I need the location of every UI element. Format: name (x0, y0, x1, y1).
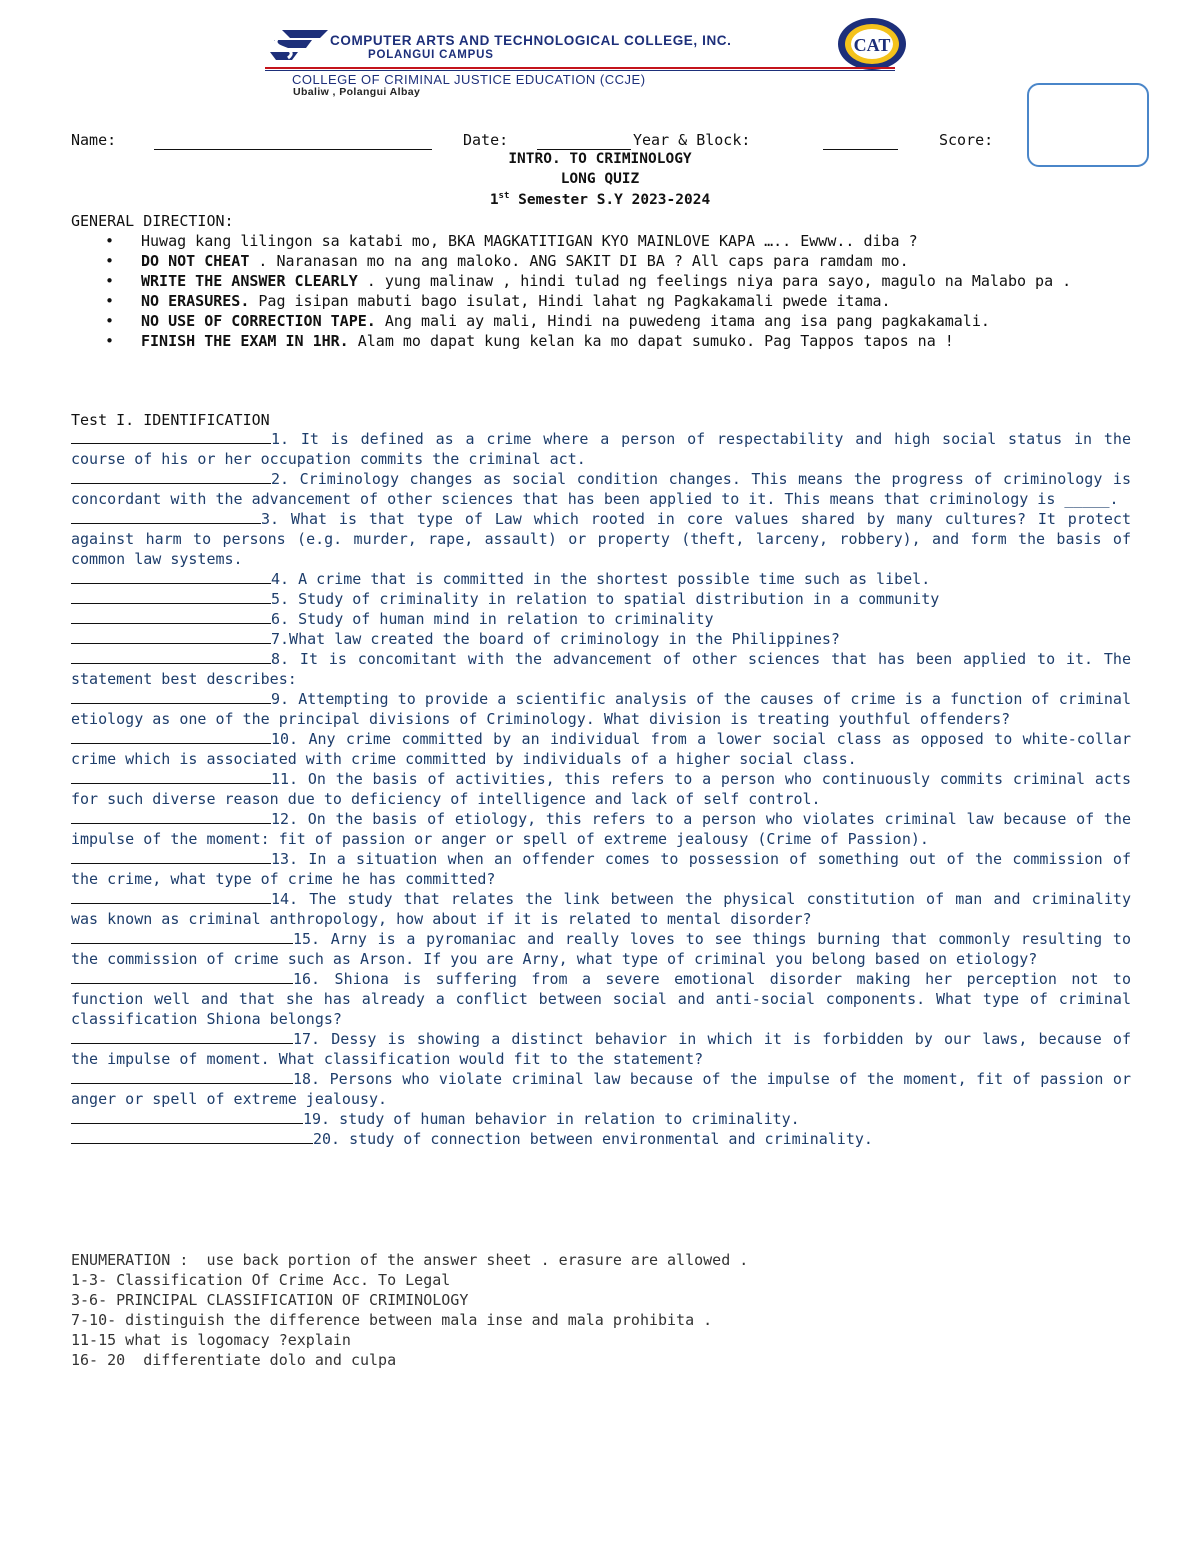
question-item: 15. Arny is a pyromaniac and really loves to see things burning that commonly resulting to the commission of crime such as Arson. If you are Arny, what type of criminal you belong based on etiology? (71, 930, 1131, 968)
college-name: COMPUTER ARTS AND TECHNOLOGICAL COLLEGE, INC. (330, 33, 732, 48)
question-item: 12. On the basis of etiology, this refers to a person who violates criminal law because of the impulse of the moment: fit of passion or anger or spell of extreme jealousy (Crime of Passion). (71, 810, 1131, 848)
semester-number: 1 (489, 191, 499, 208)
answer-blank[interactable] (71, 609, 271, 624)
semester-suffix: st (498, 191, 510, 201)
question-item: 10. Any crime committed by an individual from a lower social class as opposed to white-collar crime which is associated with crime committed by individuals of a higher social class. (71, 730, 1131, 768)
header-blue-divider (265, 70, 895, 71)
quiz-title: LONG QUIZ (560, 171, 640, 187)
direction-item: • NO ERASURES. Pag isipan mabuti bago isulat, Hindi lahat ng Pagkakamali pwede itama. (105, 291, 1135, 311)
answer-blank[interactable] (71, 569, 271, 584)
subject-title: INTRO. TO CRIMINOLOGY (508, 151, 692, 167)
test1-heading: Test I. IDENTIFICATION (71, 411, 270, 429)
question-item: 1. It is defined as a crime where a person of respectability and high social status in the course of his or her occupation commits the criminal act. (71, 430, 1131, 468)
question-item: 9. Attempting to provide a scientific analysis of the causes of crime is a function of criminal etiology as one of the principal divisions of Criminology. What division is treating youthful offenders? (71, 690, 1131, 728)
answer-blank[interactable] (71, 689, 271, 704)
direction-item: • NO USE OF CORRECTION TAPE. Ang mali ay mali, Hindi na puwedeng itama ang isa pang pagkakamali. (105, 311, 1135, 331)
answer-blank[interactable] (71, 429, 271, 444)
question-item: 20. study of connection between environmental and criminality. (71, 1129, 1131, 1149)
enumeration-item: 1-3- Classification Of Crime Acc. To Legal (71, 1271, 451, 1289)
question-item: 3. What is that type of Law which rooted in core values shared by many cultures? It protect against harm to persons (e.g. murder, rape, assault) or property (theft, larceny, robbery), and form the basis of common law systems. (71, 510, 1131, 568)
year-block-label: Year & Block: (633, 131, 751, 149)
answer-blank[interactable] (71, 469, 271, 484)
semester-text: Semester S.Y 2023-2024 (509, 191, 711, 208)
enumeration-item: 3-6- PRINCIPAL CLASSIFICATION OF CRIMINOLOGY (71, 1291, 469, 1309)
campus-name: POLANGUI CAMPUS (368, 49, 494, 61)
question-item: 7.What law created the board of criminology in the Philippines? (71, 629, 1131, 649)
answer-blank[interactable] (71, 729, 271, 744)
question-item: 4. A crime that is committed in the shortest possible time such as libel. (71, 569, 1131, 589)
answer-blank[interactable] (71, 769, 271, 784)
question-item: 11. On the basis of activities, this refers to a person who continuously commits criminal acts for such diverse reason due to deficiency of intelligence and lack of self control. (71, 770, 1131, 808)
question-item: 5. Study of criminality in relation to spatial distribution in a community (71, 589, 1131, 609)
question-item: 19. study of human behavior in relation to criminality. (71, 1109, 1131, 1129)
college-logo-icon (268, 26, 332, 66)
answer-blank[interactable] (71, 1069, 293, 1084)
question-item: 14. The study that relates the link between the physical constitution of man and criminality was known as criminal anthropology, how about if it is related to mental disorder? (71, 890, 1131, 928)
direction-item: • FINISH THE EXAM IN 1HR. Alam mo dapat kung kelan ka mo dapat sumuko. Pag Tappos tapos na ! (105, 331, 1135, 351)
direction-item: • DO NOT CHEAT . Naranasan mo na ang maloko. ANG SAKIT DI BA ? All caps para ramdam mo. (105, 251, 1135, 271)
date-field[interactable] (537, 148, 631, 150)
direction-item: • Huwag kang lilingon sa katabi mo, BKA MAGKATITIGAN KYO MAINLOVE KAPA ….. Ewww.. diba ? (105, 231, 1135, 251)
answer-blank[interactable] (71, 1029, 293, 1044)
header-red-divider (265, 67, 895, 69)
date-label: Date: (463, 131, 509, 149)
question-item: 16. Shiona is suffering from a severe emotional disorder making her perception not to function well and that she has already a conflict between social and anti-social components. What type of criminal classification Shiona belongs? (71, 970, 1131, 1028)
answer-blank[interactable] (71, 849, 271, 864)
answer-blank[interactable] (71, 629, 271, 644)
answer-blank[interactable] (71, 929, 293, 944)
department-name: COLLEGE OF CRIMINAL JUSTICE EDUCATION (CCJE) (292, 72, 646, 87)
college-seal-icon (836, 16, 908, 72)
enumeration-heading: ENUMERATION : use back portion of the answer sheet . erasure are allowed . (71, 1251, 749, 1269)
general-direction-heading: GENERAL DIRECTION: (71, 212, 234, 230)
score-label: Score: (939, 131, 994, 149)
question-item: 8. It is concomitant with the advancement of other sciences that has been applied to it. The statement best describes: (71, 650, 1131, 688)
enumeration-item: 16- 20 differentiate dolo and culpa (71, 1351, 397, 1369)
question-item: 17. Dessy is showing a distinct behavior in which it is forbidden by our laws, because of the impulse of moment. What classification would fit to the statement? (71, 1030, 1131, 1068)
semester-title (0, 191, 1200, 208)
answer-blank[interactable] (71, 809, 271, 824)
answer-blank[interactable] (71, 889, 271, 904)
direction-item: • WRITE THE ANSWER CLEARLY . yung malinaw , hindi tulad ng feelings niya para sayo, magulo na Malabo pa . (105, 271, 1135, 291)
direction-list (105, 231, 1135, 351)
college-address: Ubaliw , Polangui Albay (293, 86, 421, 98)
enumeration-item: 11-15 what is logomacy ?explain (71, 1331, 351, 1349)
answer-blank[interactable] (71, 969, 293, 984)
question-item: 6. Study of human mind in relation to criminality (71, 609, 1131, 629)
year-block-field[interactable] (823, 148, 898, 150)
question-item: 2. Criminology changes as social condition changes. This means the progress of criminology is concordant with the advancement of other sciences that has been applied to it. This means that criminology is _____. (71, 470, 1131, 508)
answer-blank[interactable] (71, 649, 271, 664)
seal-text: CAT (853, 35, 891, 55)
question-item: 18. Persons who violate criminal law because of the impulse of the moment, fit of passion or anger or spell of extreme jealousy. (71, 1070, 1131, 1108)
question-list (71, 429, 1131, 1149)
enumeration-section (71, 1250, 1131, 1370)
enumeration-item: 7-10- distinguish the difference between mala inse and mala prohibita . (71, 1311, 713, 1329)
name-field[interactable] (154, 148, 432, 150)
answer-blank[interactable] (71, 589, 271, 604)
answer-blank[interactable] (71, 1109, 303, 1124)
question-item: 13. In a situation when an offender comes to possession of something out of the commission of the crime, what type of crime he has committed? (71, 850, 1131, 888)
name-label: Name: (71, 131, 117, 149)
answer-blank[interactable] (71, 509, 261, 524)
answer-blank[interactable] (71, 1129, 313, 1144)
